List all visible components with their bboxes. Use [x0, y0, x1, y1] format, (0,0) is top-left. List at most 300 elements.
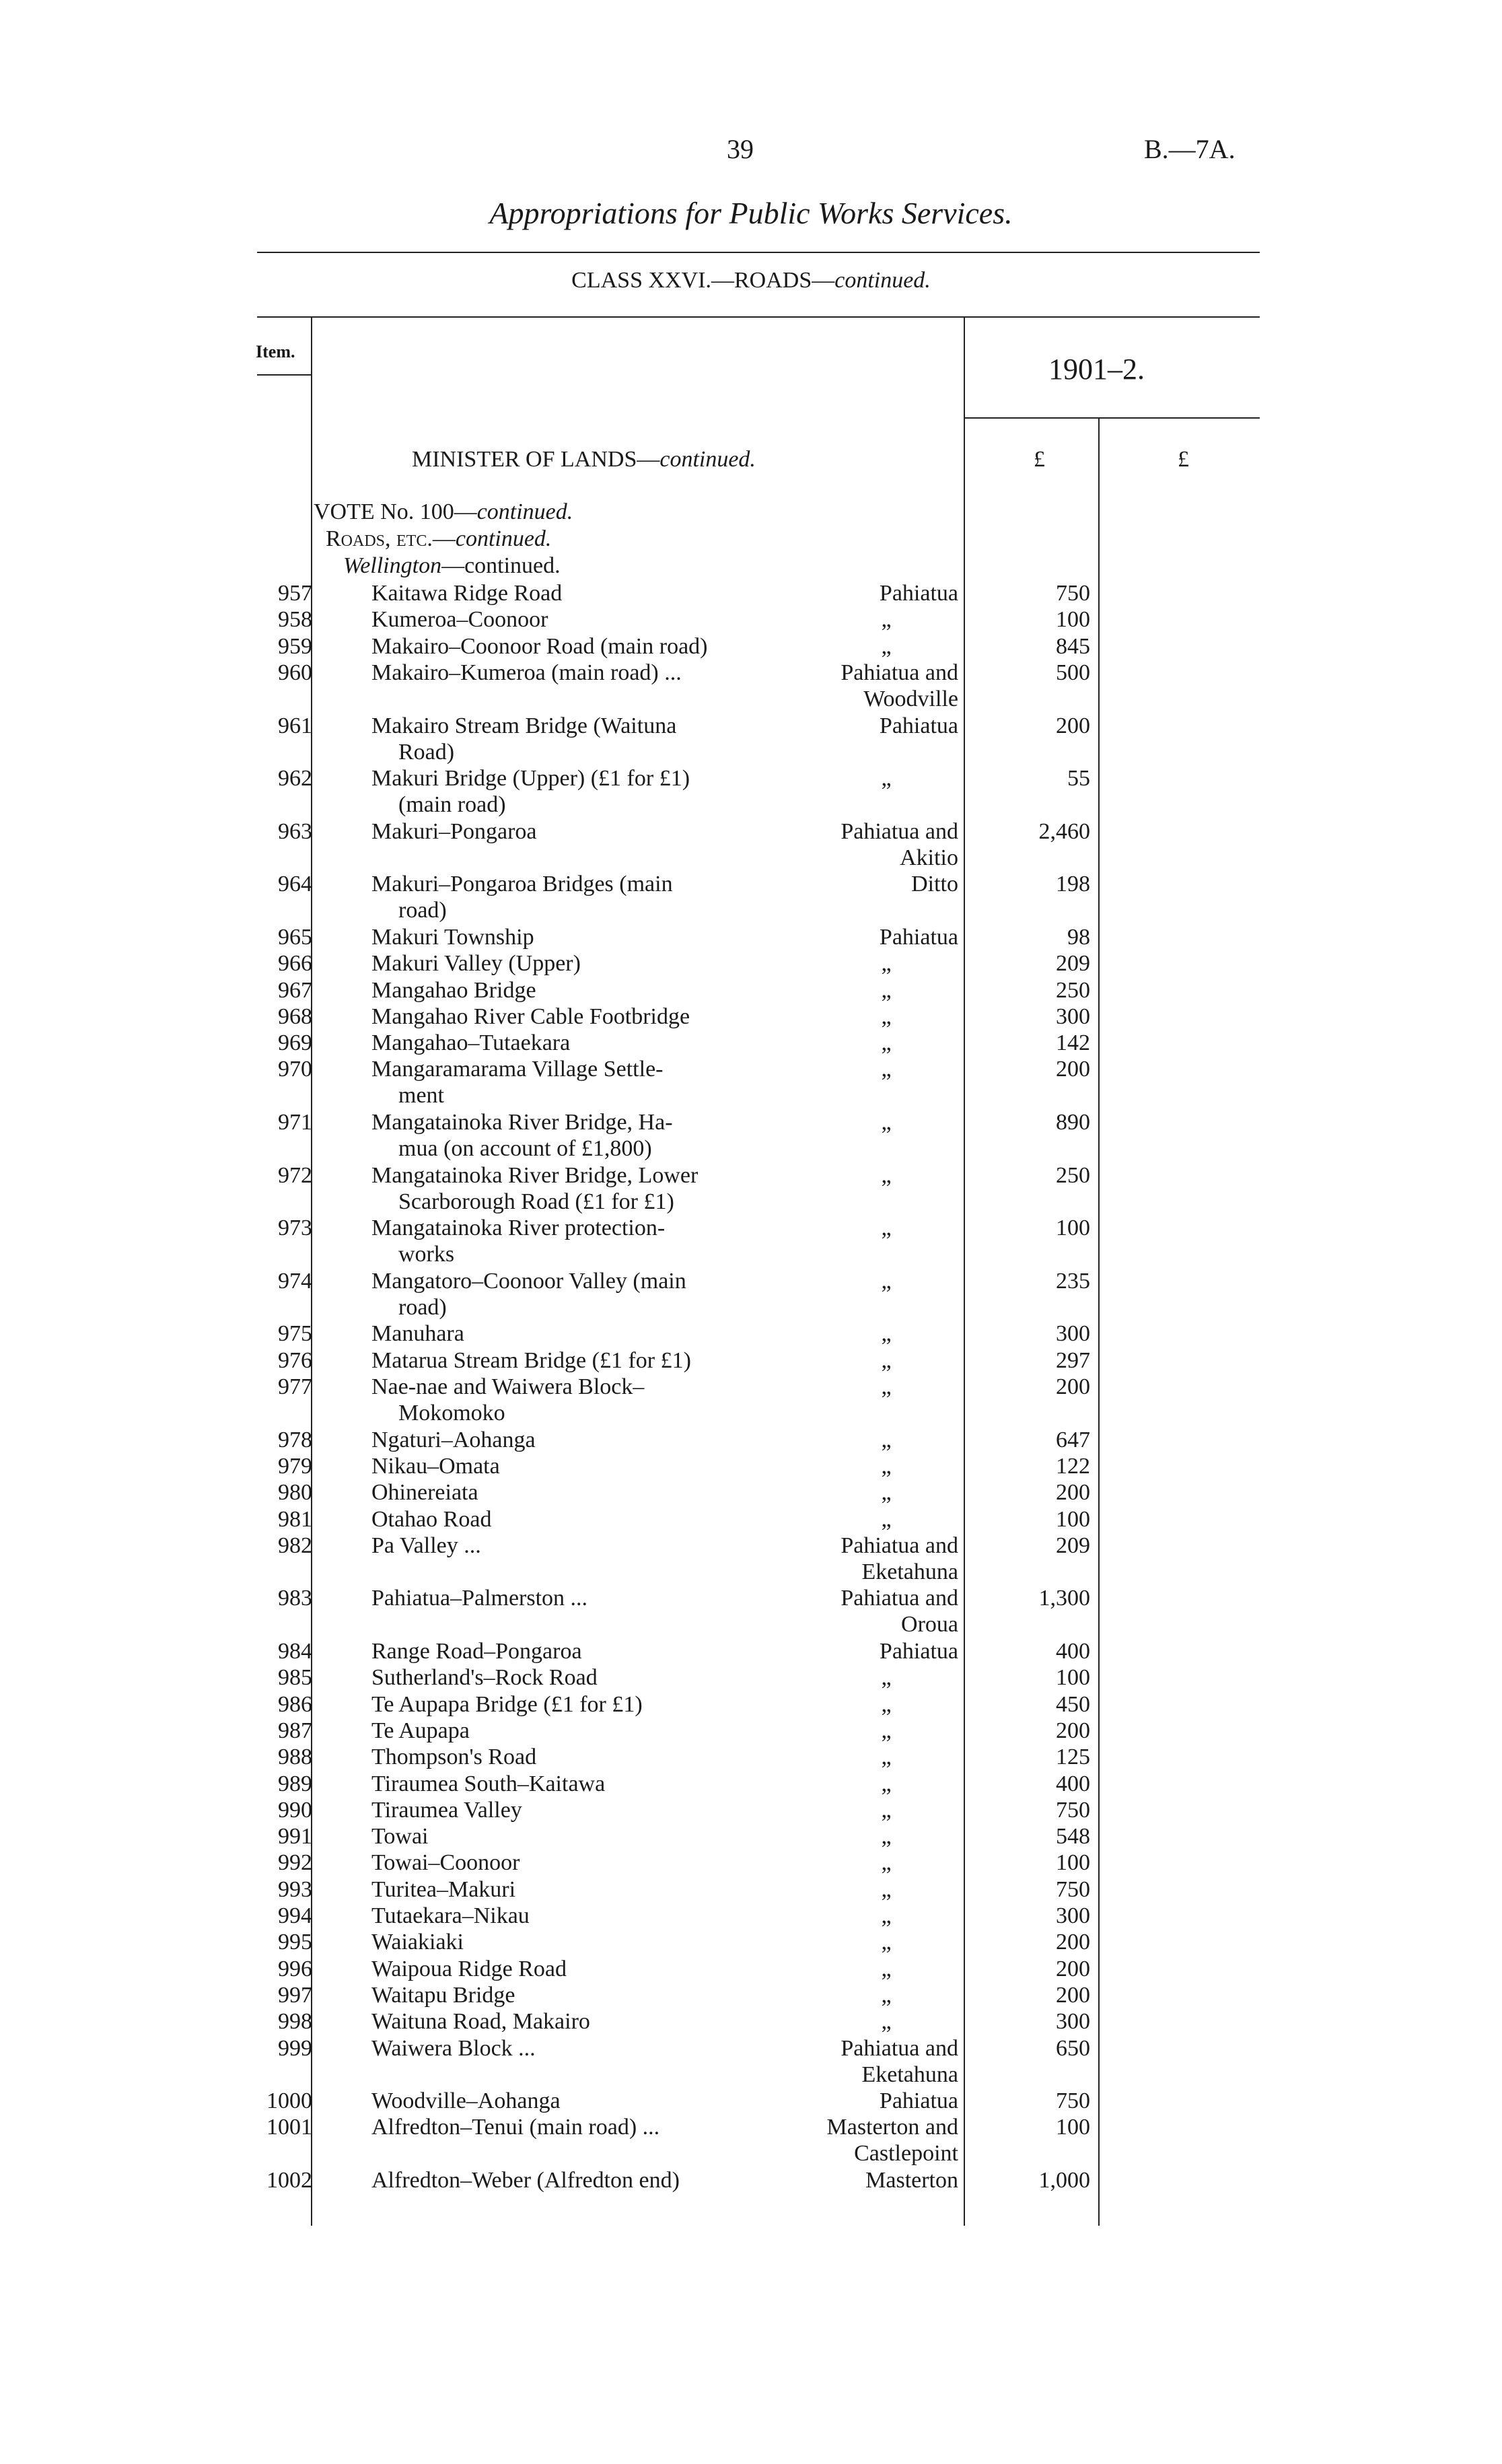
item-locality	[781, 2167, 958, 2193]
locality-line: Woodville	[863, 686, 958, 711]
locality-line: „	[881, 1268, 892, 1294]
description-line: Tutaekara–Nikau	[371, 1903, 530, 1928]
item-number: 957	[278, 581, 312, 606]
description-line: Mangatoro–Coonoor Valley (main	[371, 1268, 686, 1294]
item-amount: 100	[1056, 1216, 1090, 1241]
description-line: Mangatainoka River Bridge, Ha-	[371, 1110, 673, 1135]
item-locality	[781, 2035, 958, 2088]
item-number: 969	[278, 1030, 312, 1056]
item-description	[371, 977, 775, 1004]
item-number: 976	[278, 1347, 312, 1373]
description-line: Range Road–Pongaroa	[371, 1639, 582, 1664]
description-line: Makuri–Pongaroa	[371, 818, 537, 844]
description-line: Kumeroa–Coonoor	[371, 607, 548, 633]
locality-line: „	[881, 1718, 892, 1743]
locality-line: „	[881, 1057, 892, 1082]
description-line: Mokomoko	[398, 1401, 505, 1425]
item-amount: 142	[1056, 1030, 1090, 1056]
item-description	[371, 1638, 775, 1664]
item-amount: 400	[1056, 1639, 1090, 1664]
item-amount: 400	[1056, 1771, 1090, 1796]
item-amount: 250	[1056, 1162, 1090, 1188]
item-number: 997	[278, 1982, 312, 2008]
description-line: Turitea–Makuri	[371, 1876, 516, 1902]
description-line: Mangahao Bridge	[371, 977, 536, 1003]
locality-line: „	[881, 607, 892, 633]
description-line: Makuri Township	[371, 924, 534, 950]
header-top-rule	[257, 316, 1260, 318]
item-locality	[781, 1162, 958, 1189]
item-locality	[781, 1850, 958, 1876]
class-heading-continued: continued.	[834, 268, 931, 293]
pound-column-label-1: £	[1034, 447, 1045, 472]
item-amount: 750	[1056, 1797, 1090, 1823]
item-number: 980	[278, 1480, 312, 1506]
item-description	[371, 1453, 775, 1479]
description-line: Te Aupapa Bridge (£1 for £1)	[371, 1691, 643, 1717]
item-amount: 200	[1056, 1480, 1090, 1506]
title-rule	[257, 252, 1260, 253]
item-locality	[781, 1109, 958, 1135]
page-title: Appropriations for Public Works Services.	[489, 196, 1013, 230]
item-amount: 198	[1056, 872, 1090, 897]
item-number: 986	[278, 1691, 312, 1717]
item-locality	[781, 1268, 958, 1294]
item-description	[371, 1004, 775, 1030]
locality-line: „	[881, 766, 892, 791]
description-line: mua (on account of £1,800)	[398, 1136, 652, 1161]
locality-line: „	[881, 1665, 892, 1691]
item-locality	[781, 1903, 958, 1929]
locality-line: „	[881, 1110, 892, 1135]
year-header: 1901–2.	[1048, 353, 1145, 386]
item-number: 959	[278, 633, 312, 659]
item-description	[371, 1162, 775, 1215]
locality-line: Masterton	[865, 2168, 958, 2193]
item-locality	[781, 1347, 958, 1374]
item-description	[371, 924, 775, 950]
description-line: Pahiatua–Palmerston ...	[371, 1586, 588, 1611]
locality-line: „	[881, 1771, 892, 1796]
item-locality	[781, 2088, 958, 2114]
item-number: 994	[278, 1903, 312, 1928]
item-locality	[781, 633, 958, 660]
item-number: 963	[278, 818, 312, 844]
description-line: Mangahao River Cable Footbridge	[371, 1004, 690, 1029]
item-description	[371, 1691, 775, 1718]
item-number: 993	[278, 1876, 312, 1902]
item-number: 990	[278, 1797, 312, 1823]
description-line: Makairo–Coonoor Road (main road)	[371, 633, 708, 659]
item-amount: 650	[1056, 2035, 1090, 2061]
class-heading	[0, 268, 1502, 293]
item-amount: 125	[1056, 1745, 1090, 1770]
item-description	[371, 1876, 775, 1903]
item-locality	[781, 606, 958, 633]
item-number: 1001	[266, 2115, 312, 2140]
description-line: Otahao Road	[371, 1506, 492, 1532]
locality-line: „	[881, 1982, 892, 2008]
item-locality	[781, 924, 958, 950]
locality-line: „	[881, 1506, 892, 1532]
item-number: 974	[278, 1268, 312, 1294]
item-locality	[781, 1982, 958, 2008]
description-line: Thompson's Road	[371, 1745, 537, 1770]
locality-line: „	[881, 1956, 892, 1981]
item-description	[371, 1268, 775, 1321]
locality-column-rule	[964, 318, 965, 2226]
item-description	[371, 1215, 775, 1267]
item-locality	[781, 1718, 958, 1744]
description-line: Towai	[371, 1824, 429, 1850]
item-number: 981	[278, 1506, 312, 1532]
item-number: 961	[278, 713, 312, 738]
item-amount: 100	[1056, 607, 1090, 633]
item-number: 967	[278, 977, 312, 1003]
item-amount: 500	[1056, 660, 1090, 685]
item-description	[371, 950, 775, 977]
item-description	[371, 2035, 775, 2062]
item-locality	[781, 1453, 958, 1479]
locality-line: „	[881, 1797, 892, 1823]
minister-heading	[412, 447, 756, 472]
item-locality	[781, 1506, 958, 1533]
district-name: Wellington	[343, 553, 442, 578]
item-amount: 750	[1056, 2088, 1090, 2114]
locality-line: „	[881, 1745, 892, 1770]
item-number: 996	[278, 1956, 312, 1981]
item-number: 958	[278, 607, 312, 633]
item-locality	[781, 2114, 958, 2167]
description-line: Sutherland's–Rock Road	[371, 1665, 598, 1691]
item-number: 988	[278, 1745, 312, 1770]
item-number: 960	[278, 660, 312, 685]
item-amount: 100	[1056, 1665, 1090, 1691]
item-locality	[781, 1215, 958, 1241]
document-reference: B.—7A.	[1144, 134, 1236, 164]
description-line: Road)	[398, 739, 455, 765]
locality-line: Pahiatua	[879, 924, 958, 950]
description-line: Pa Valley ...	[371, 1533, 481, 1558]
locality-line: Pahiatua	[879, 2088, 958, 2114]
item-number: 979	[278, 1453, 312, 1479]
minister-heading-continued: continued.	[659, 447, 756, 472]
locality-line: Eketahuna	[861, 1559, 958, 1584]
item-amount: 200	[1056, 1956, 1090, 1981]
item-amount: 200	[1056, 1374, 1090, 1399]
locality-line: „	[881, 1321, 892, 1347]
item-number: 982	[278, 1533, 312, 1558]
item-amount: 300	[1056, 2009, 1090, 2035]
locality-line: Eketahuna	[861, 2062, 958, 2087]
locality-line: Pahiatua and	[841, 660, 958, 685]
description-line: ment	[398, 1083, 444, 1108]
item-locality	[781, 1004, 958, 1030]
item-amount: 200	[1056, 713, 1090, 738]
item-number: 987	[278, 1718, 312, 1743]
locality-line: „	[881, 633, 892, 659]
item-number: 984	[278, 1639, 312, 1664]
item-description	[371, 1056, 775, 1108]
item-description	[371, 2114, 775, 2140]
item-locality	[781, 580, 958, 606]
item-description	[371, 1982, 775, 2008]
description-line: Manuhara	[371, 1321, 464, 1347]
item-number: 970	[278, 1057, 312, 1082]
item-amount: 200	[1056, 1982, 1090, 2008]
description-line: Makairo Stream Bridge (Waituna	[371, 713, 677, 738]
locality-line: „	[881, 1903, 892, 1928]
description-line: Waitapu Bridge	[371, 1982, 515, 2008]
item-locality	[781, 1823, 958, 1850]
item-amount: 300	[1056, 1004, 1090, 1029]
description-line: Mangatainoka River Bridge, Lower	[371, 1162, 699, 1188]
item-amount: 845	[1056, 633, 1090, 659]
description-line: Makuri–Pongaroa Bridges (main	[371, 872, 673, 897]
item-number: 971	[278, 1110, 312, 1135]
locality-line: Pahiatua and	[841, 2035, 958, 2061]
item-locality	[781, 1797, 958, 1823]
locality-line: Pahiatua and	[841, 1533, 958, 1558]
item-locality	[781, 660, 958, 712]
item-amount: 98	[1067, 924, 1090, 950]
item-number: 992	[278, 1850, 312, 1876]
description-line: Matarua Stream Bridge (£1 for £1)	[371, 1347, 691, 1373]
item-number: 995	[278, 1930, 312, 1955]
description-line: Mangaramarama Village Settle-	[371, 1057, 664, 1082]
item-amount: 750	[1056, 581, 1090, 606]
item-description	[371, 1585, 775, 1611]
item-description	[371, 2167, 775, 2193]
item-locality	[781, 1876, 958, 1903]
item-amount: 1,000	[1038, 2168, 1090, 2193]
item-amount: 235	[1056, 1268, 1090, 1294]
item-locality	[781, 950, 958, 977]
item-number: 999	[278, 2035, 312, 2061]
description-line: Tiraumea Valley	[371, 1797, 522, 1823]
year-header-rule	[964, 417, 1260, 419]
locality-line: Pahiatua and	[841, 1586, 958, 1611]
item-number: 977	[278, 1374, 312, 1399]
item-number: 998	[278, 2009, 312, 2035]
item-description	[371, 1479, 775, 1506]
item-description	[371, 1823, 775, 1850]
description-line: Nikau–Omata	[371, 1453, 500, 1479]
item-number: 985	[278, 1665, 312, 1691]
item-description	[371, 1929, 775, 1955]
description-line: Alfredton–Weber (Alfredton end)	[371, 2168, 680, 2193]
locality-line: Pahiatua	[879, 1639, 958, 1664]
item-locality	[781, 1744, 958, 1770]
item-description	[371, 818, 775, 845]
item-number: 991	[278, 1824, 312, 1850]
item-description	[371, 1374, 775, 1426]
locality-line: Ditto	[911, 872, 958, 897]
item-description	[371, 1771, 775, 1797]
class-heading-text: CLASS XXVI.—ROADS—	[571, 268, 835, 293]
district-heading	[343, 553, 561, 579]
description-line: Mangahao–Tutaekara	[371, 1030, 571, 1056]
locality-line: „	[881, 1347, 892, 1373]
item-description	[371, 1718, 775, 1744]
item-amount: 55	[1067, 766, 1090, 791]
item-locality	[781, 1533, 958, 1585]
item-locality	[781, 818, 958, 871]
item-number: 965	[278, 924, 312, 950]
locality-line: Masterton and	[826, 2115, 958, 2140]
item-description	[371, 1506, 775, 1533]
item-description	[371, 1664, 775, 1691]
item-description	[371, 2008, 775, 2035]
item-description	[371, 1030, 775, 1056]
locality-line: „	[881, 1850, 892, 1876]
locality-line: „	[881, 1824, 892, 1850]
description-line: Alfredton–Tenui (main road) ...	[371, 2115, 660, 2140]
locality-line: „	[881, 1374, 892, 1399]
item-number: 973	[278, 1216, 312, 1241]
locality-line: „	[881, 1480, 892, 1506]
locality-line: „	[881, 1030, 892, 1056]
description-line: road)	[398, 1294, 447, 1320]
description-line: Scarborough Road (£1 for £1)	[398, 1189, 674, 1214]
roads-heading-text: Roads, etc.—	[326, 526, 456, 551]
locality-line: Oroua	[901, 1612, 958, 1638]
item-amount: 300	[1056, 1903, 1090, 1928]
item-locality	[781, 1479, 958, 1506]
item-description	[371, 713, 775, 765]
item-number: 1000	[266, 2088, 312, 2114]
pound-column-label-2: £	[1178, 447, 1189, 472]
locality-line: „	[881, 1216, 892, 1241]
locality-line: „	[881, 1453, 892, 1479]
item-locality	[781, 1638, 958, 1664]
item-description	[371, 606, 775, 633]
item-amount: 890	[1056, 1110, 1090, 1135]
locality-line: „	[881, 951, 892, 977]
item-number: 972	[278, 1162, 312, 1188]
item-locality	[781, 977, 958, 1004]
item-amount: 209	[1056, 1533, 1090, 1558]
minister-heading-text: MINISTER OF LANDS—	[412, 447, 660, 472]
item-number: 975	[278, 1321, 312, 1347]
vote-heading-text: VOTE No. 100—	[314, 499, 477, 524]
description-line: Woodville–Aohanga	[371, 2088, 561, 2114]
item-description	[371, 1850, 775, 1876]
item-amount: 250	[1056, 977, 1090, 1003]
district-continued: —continued.	[441, 553, 561, 578]
item-description	[371, 633, 775, 660]
item-header: Item.	[256, 342, 295, 361]
item-description	[371, 1744, 775, 1770]
locality-line: Pahiatua	[879, 581, 958, 606]
roads-heading	[326, 526, 551, 552]
item-locality	[781, 1427, 958, 1453]
description-line: Makuri Valley (Upper)	[371, 951, 581, 977]
item-amount: 200	[1056, 1057, 1090, 1082]
item-description	[371, 1797, 775, 1823]
item-number: 983	[278, 1586, 312, 1611]
locality-line: „	[881, 1930, 892, 1955]
item-description	[371, 1109, 775, 1162]
item-number: 962	[278, 766, 312, 791]
description-line: (main road)	[398, 792, 506, 818]
description-line: Tiraumea South–Kaitawa	[371, 1771, 606, 1796]
item-amount: 100	[1056, 2115, 1090, 2140]
item-number: 1002	[266, 2168, 312, 2193]
description-line: Kaitawa Ridge Road	[371, 581, 563, 606]
item-locality	[781, 1929, 958, 1955]
item-description	[371, 660, 775, 686]
item-amount: 209	[1056, 951, 1090, 977]
page-number: 39	[727, 134, 754, 164]
item-amount: 750	[1056, 1876, 1090, 1902]
item-locality	[781, 765, 958, 791]
item-amount: 200	[1056, 1930, 1090, 1955]
item-number: 964	[278, 872, 312, 897]
description-line: Waiakiaki	[371, 1930, 464, 1955]
item-description	[371, 1956, 775, 1982]
locality-line: „	[881, 1691, 892, 1717]
item-amount: 122	[1056, 1453, 1090, 1479]
item-description	[371, 2088, 775, 2114]
item-locality	[781, 1030, 958, 1056]
description-line: Waituna Road, Makairo	[371, 2009, 590, 2035]
item-locality	[781, 2008, 958, 2035]
item-description	[371, 765, 775, 818]
locality-line: „	[881, 977, 892, 1003]
roads-heading-continued: continued.	[455, 526, 552, 551]
item-description	[371, 1347, 775, 1374]
locality-line: „	[881, 1427, 892, 1452]
item-amount: 1,300	[1038, 1586, 1090, 1611]
item-number: 968	[278, 1004, 312, 1029]
description-line: Nae-nae and Waiwera Block–	[371, 1374, 645, 1399]
item-amount: 100	[1056, 1850, 1090, 1876]
vote-heading	[314, 499, 573, 525]
description-line: works	[398, 1242, 455, 1267]
item-description	[371, 1533, 775, 1559]
item-description	[371, 1427, 775, 1453]
item-description	[371, 580, 775, 606]
vote-heading-continued: continued.	[476, 499, 573, 524]
description-line: Waipoua Ridge Road	[371, 1956, 567, 1981]
locality-line: Akitio	[900, 845, 958, 870]
item-locality	[781, 1321, 958, 1347]
locality-line: Castlepoint	[854, 2141, 958, 2167]
item-number: 966	[278, 951, 312, 977]
item-locality	[781, 1664, 958, 1691]
item-locality	[781, 1956, 958, 1982]
description-line: road)	[398, 898, 447, 923]
item-locality	[781, 1585, 958, 1638]
item-amount: 548	[1056, 1824, 1090, 1850]
item-description	[371, 871, 775, 923]
item-header-underline	[257, 374, 311, 376]
item-locality	[781, 1374, 958, 1400]
item-locality	[781, 1691, 958, 1718]
item-amount: 2,460	[1038, 818, 1090, 844]
item-number: 978	[278, 1427, 312, 1452]
item-number: 989	[278, 1771, 312, 1796]
item-amount: 647	[1056, 1427, 1090, 1452]
item-amount: 300	[1056, 1321, 1090, 1347]
item-amount: 450	[1056, 1691, 1090, 1717]
item-locality	[781, 713, 958, 739]
description-line: Towai–Coonoor	[371, 1850, 520, 1876]
amount-column-rule	[1098, 417, 1100, 2226]
item-locality	[781, 1771, 958, 1797]
description-line: Te Aupapa	[371, 1718, 470, 1743]
